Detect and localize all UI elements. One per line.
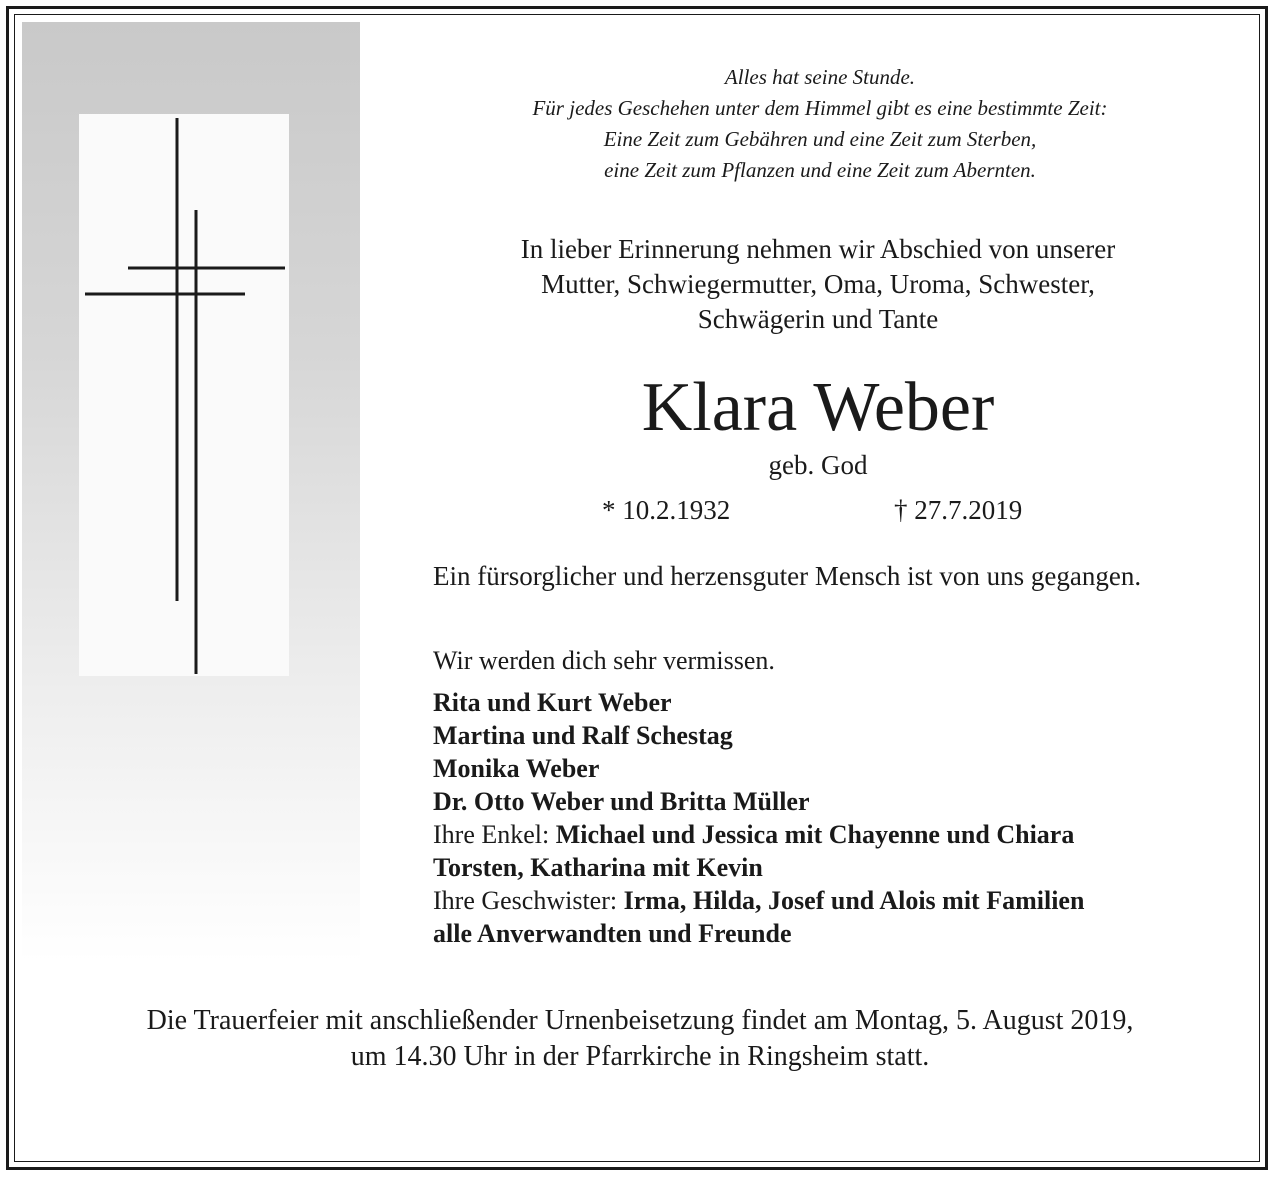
relatives-text: alle Anverwandten und Freunde [433, 919, 792, 948]
funeral-service-info [40, 1003, 1240, 1075]
mourner-name: Martina und Ralf Schestag [433, 721, 733, 750]
birth-name: geb. God [768, 450, 868, 480]
deceased-name: Klara Weber [641, 369, 995, 446]
verse-line: Eine Zeit zum Gebähren und eine Zeit zum Sterben, [603, 127, 1037, 151]
mourner-name: Dr. Otto Weber und Britta Müller [433, 787, 810, 816]
bible-verse [380, 62, 1260, 186]
cross-card [79, 114, 289, 676]
service-line: um 14.30 Uhr in der Pfarrkirche in Ringsheim statt. [350, 1041, 930, 1072]
mourner-name: Rita und Kurt Weber [433, 688, 672, 717]
verse-line: eine Zeit zum Pflanzen und eine Zeit zum Abernten. [604, 158, 1036, 182]
farewell-intro [380, 232, 1256, 337]
death-date: † 27.7.2019 [894, 495, 1023, 525]
grandchildren-label: Ihre Enkel: [433, 820, 556, 849]
grandchildren-names: Torsten, Katharina mit Kevin [433, 853, 763, 882]
birth-date: * 10.2.1932 [602, 495, 731, 525]
verse-line: Für jedes Geschehen unter dem Himmel gibt es eine bestimmte Zeit: [532, 96, 1108, 120]
miss-text: Wir werden dich sehr vermissen. [433, 646, 775, 675]
siblings-label: Ihre Geschwister: [433, 886, 624, 915]
mourners-list [433, 686, 1084, 950]
double-cross-icon [79, 114, 289, 676]
verse-line: Alles hat seine Stunde. [724, 65, 916, 89]
mourner-name: Monika Weber [433, 754, 600, 783]
intro-line: In lieber Erinnerung nehmen wir Abschied von unserer [520, 234, 1116, 264]
tribute-text: Ein fürsorglicher und herzensguter Mensch ist von uns gegangen. [433, 561, 1142, 591]
intro-line: Schwägerin und Tante [697, 304, 939, 334]
siblings-names: Irma, Hilda, Josef und Alois mit Familien [623, 886, 1085, 915]
service-line: Die Trauerfeier mit anschließender Urnenbeisetzung findet am Montag, 5. August 2019, [146, 1005, 1134, 1036]
intro-line: Mutter, Schwiegermutter, Oma, Uroma, Schwester, [541, 269, 1095, 299]
grandchildren-names: Michael und Jessica mit Chayenne und Chiara [555, 820, 1075, 849]
